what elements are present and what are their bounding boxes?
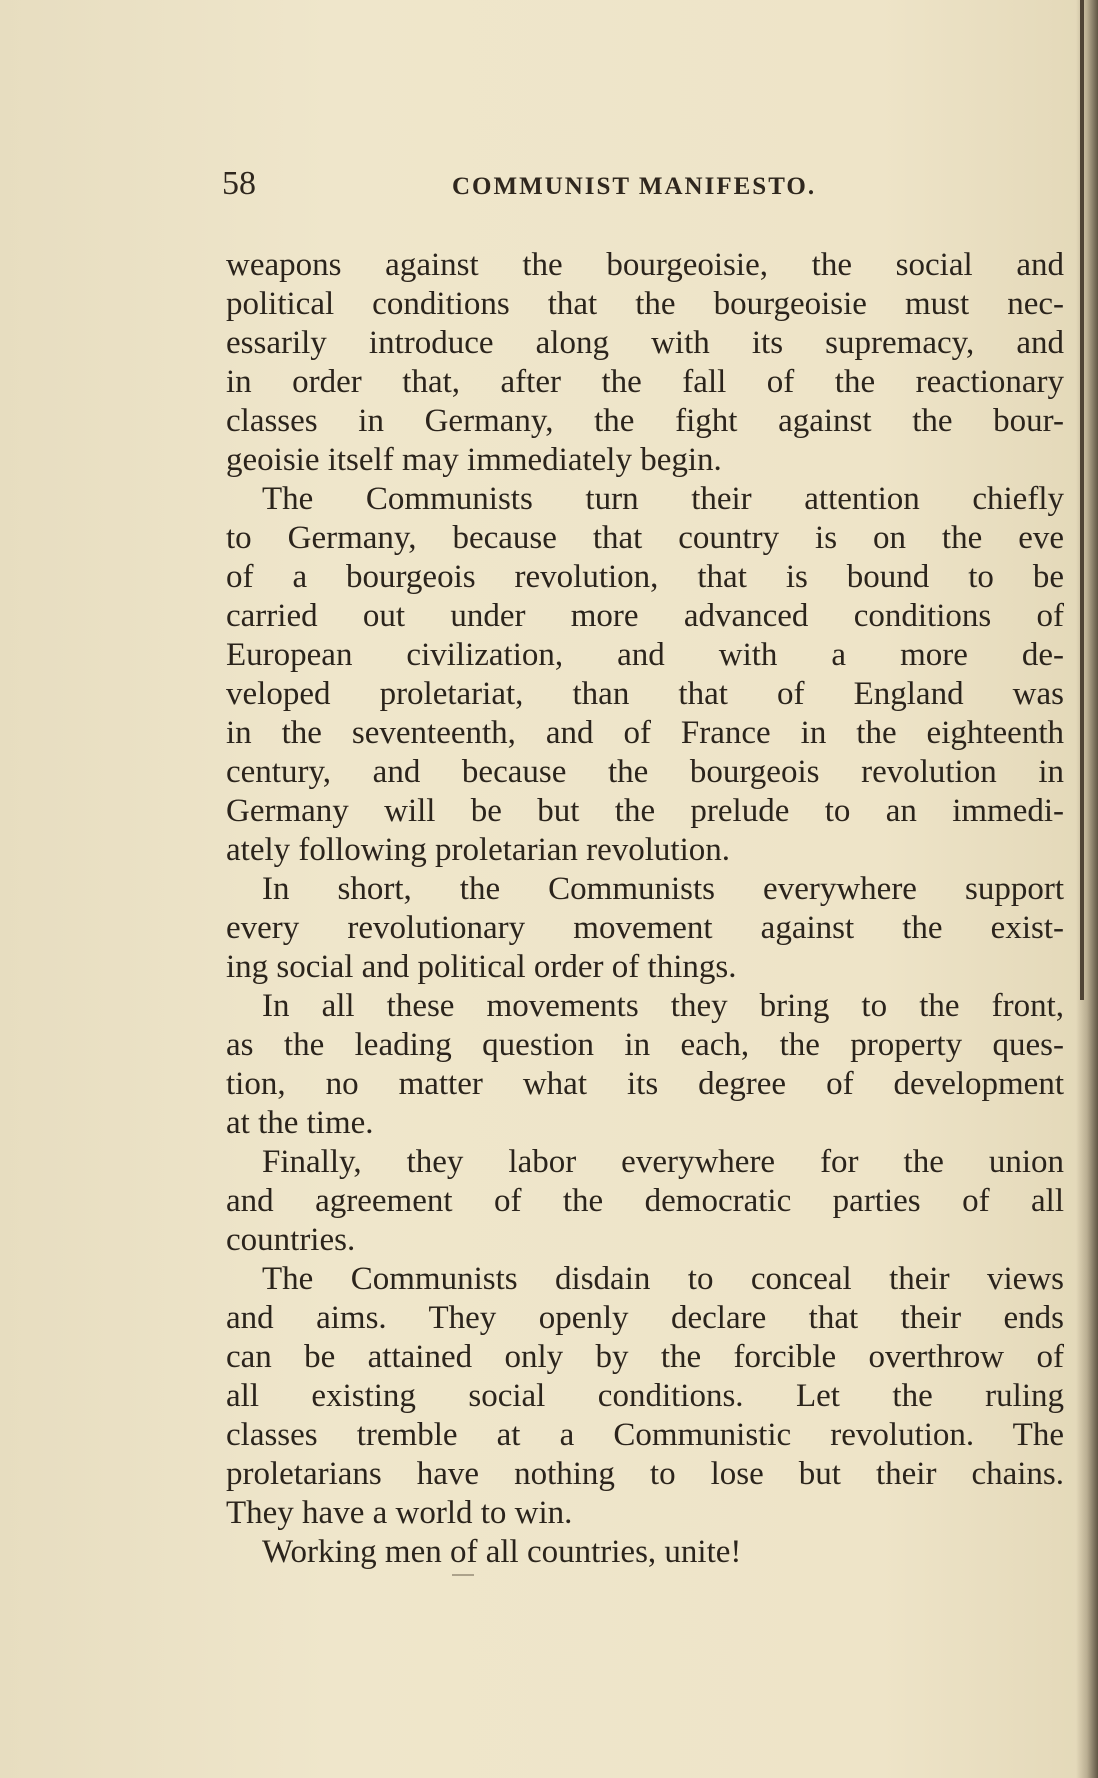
text-line: tion, no matter what its degree of development [226, 1066, 1064, 1102]
text-line: at the time. [226, 1105, 374, 1141]
text-line: In short, the Communists everywhere support [262, 871, 1064, 907]
text-line: The Communists turn their attention chiefly [262, 481, 1064, 517]
text-line: In all these movements they bring to the front, [262, 988, 1064, 1024]
text-line: Germany will be but the prelude to an immedi- [226, 793, 1064, 829]
text-line: geoisie itself may immediately begin. [226, 442, 722, 478]
text-line: to Germany, because that country is on the eve [226, 520, 1064, 556]
text-line: in the seventeenth, and of France in the eighteenth [226, 715, 1064, 751]
text-line: countries. [226, 1222, 356, 1258]
text-line: European civilization, and with a more de- [226, 637, 1064, 673]
text-line: classes tremble at a Communistic revolution. The [226, 1417, 1064, 1453]
text-line: proletarians have nothing to lose but their chains. [226, 1456, 1064, 1492]
text-line: The Communists disdain to conceal their views [262, 1261, 1064, 1297]
page-title: COMMUNIST MANIFESTO. [452, 173, 817, 200]
text-line: in order that, after the fall of the reactionary [226, 364, 1064, 400]
text-line: Finally, they labor everywhere for the union [262, 1144, 1064, 1180]
text-line: can be attained only by the forcible overthrow of [226, 1339, 1064, 1375]
text-line: ing social and political order of things. [226, 949, 737, 985]
text-line: and aims. They openly declare that their ends [226, 1300, 1064, 1336]
text-line: of a bourgeois revolution, that is bound to be [226, 559, 1064, 595]
text-line: carried out under more advanced conditions of [226, 598, 1064, 634]
text-line: and agreement of the democratic parties of all [226, 1183, 1064, 1219]
text-line: political conditions that the bourgeoisie must nec- [226, 286, 1064, 322]
running-head [222, 165, 842, 205]
text-line: all existing social conditions. Let the ruling [226, 1378, 1064, 1414]
text-line: veloped proletariat, than that of England was [226, 676, 1064, 712]
page-number: 58 [222, 165, 256, 202]
text-line: essarily introduce along with its supremacy, and [226, 325, 1064, 361]
ink-mark [452, 1574, 474, 1576]
text-line: every revolutionary movement against the exist- [226, 910, 1064, 946]
text-line: as the leading question in each, the property ques- [226, 1027, 1064, 1063]
text-line: Working men of all countries, unite! [262, 1534, 742, 1570]
text-line: They have a world to win. [226, 1495, 573, 1531]
binding-edge-line [1080, 0, 1084, 1000]
text-line: weapons against the bourgeoisie, the social and [226, 247, 1064, 283]
text-line: classes in Germany, the fight against the bour- [226, 403, 1064, 439]
text-line: century, and because the bourgeois revolution in [226, 754, 1064, 790]
body-text [226, 246, 1064, 1572]
text-line: ately following proletarian revolution. [226, 832, 731, 868]
